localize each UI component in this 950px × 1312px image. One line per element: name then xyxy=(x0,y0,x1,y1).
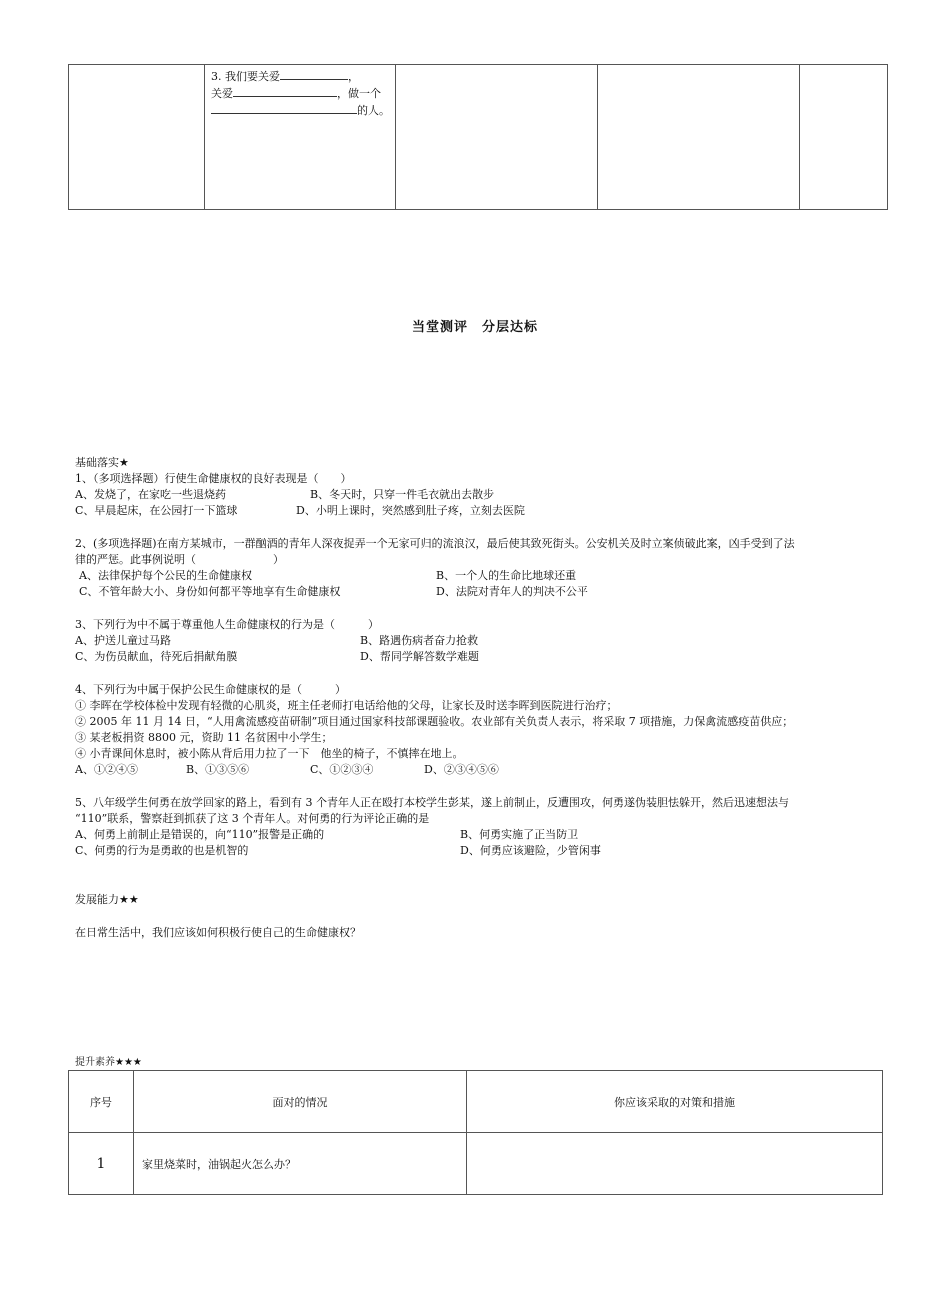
q2-stem-line-2: 律的严惩。此事例说明（ ） xyxy=(75,553,284,566)
top-table xyxy=(68,64,888,210)
q4-statement-3: ③ 某老板捐资 8800 元，资助 11 名贫困中小学生； xyxy=(75,731,333,744)
q1-option-d[interactable]: D、小明上课时，突然感到肚子疼，立刻去医院 xyxy=(296,504,525,517)
row-answer-field[interactable] xyxy=(467,1133,883,1195)
q4-option-b[interactable]: B、①③⑤⑥ xyxy=(186,763,250,776)
table-header-row xyxy=(69,1071,883,1133)
q3-option-d[interactable]: D、帮同学解答数学难题 xyxy=(360,650,479,663)
q4-statement-4: ④ 小青课间休息时，被小陈从背后用力拉了一下 他坐的椅子，不慎摔在地上。 xyxy=(75,747,464,760)
row-number: 1 xyxy=(69,1133,134,1195)
top-table-cell-1 xyxy=(69,65,205,210)
q4-statement-2: ② 2005 年 11 月 14 日，“人用禽流感疫苗研制”项目通过国家科技部课题验收。农业部有关负责人表示，将采取 7 项措施，力保禽流感疫苗供应； xyxy=(75,715,794,728)
q3-stem: 3、下列行为中不属于尊重他人生命健康权的行为是（ ） xyxy=(75,618,379,631)
develop-question: 在日常生活中，我们应该如何积极行使自己的生命健康权？ xyxy=(75,926,361,939)
fill-in-item-3: 3. 我们要关爱 ， 关爱 ，做一个 的人。 xyxy=(211,70,390,117)
q3-option-c[interactable]: C、为伤员献血，待死后捐献角膜 xyxy=(75,650,238,663)
header-measures: 你应该采取的对策和措施 xyxy=(467,1071,883,1133)
q1-option-a[interactable]: A、发烧了，在家吃一些退烧药 xyxy=(75,488,226,501)
q3-option-b[interactable]: B、路遇伤病者奋力抢救 xyxy=(360,634,479,647)
q4-option-c[interactable]: C、①②③④ xyxy=(310,763,374,776)
row-situation: 家里烧菜时，油锅起火怎么办？ xyxy=(134,1133,467,1195)
top-table-cell-4 xyxy=(598,65,800,210)
q1-option-b[interactable]: B、冬天时，只穿一件毛衣就出去散步 xyxy=(310,488,495,501)
section-title: 当堂测评 分层达标 xyxy=(411,320,538,335)
improve-heading: 提升素养★★★ xyxy=(75,1057,142,1068)
top-table-cell-3 xyxy=(396,65,598,210)
table-row xyxy=(69,1133,883,1195)
blank-line[interactable] xyxy=(280,68,348,80)
top-table-cell-2 xyxy=(205,65,396,210)
q2-option-b[interactable]: B、一个人的生命比地球还重 xyxy=(436,569,577,582)
q5-stem-line-2: “110”联系，警察赶到抓获了这 3 个青年人。对何勇的行为评论正确的是 xyxy=(75,812,430,825)
q2-option-c[interactable]: C、不管年龄大小、身份如何都平等地享有生命健康权 xyxy=(79,585,341,598)
header-number: 序号 xyxy=(69,1071,134,1133)
q5-option-a[interactable]: A、何勇上前制止是错误的，向“110”报警是正确的 xyxy=(75,828,325,841)
q5-option-d[interactable]: D、何勇应该避险，少管闲事 xyxy=(460,844,601,857)
q2-option-a[interactable]: A、法律保护每个公民的生命健康权 xyxy=(79,569,252,582)
q3-option-a[interactable]: A、护送儿童过马路 xyxy=(75,634,171,647)
basic-heading: 基础落实★ xyxy=(75,456,129,469)
top-table-cell-5 xyxy=(800,65,888,210)
q5-stem-line-1: 5、八年级学生何勇在放学回家的路上，看到有 3 个青年人正在殴打本校学生彭某，遂上前制止，反遭围攻，何勇遂伪装胆怯躲开，然后迅速想法与 xyxy=(75,796,789,809)
q4-option-a[interactable]: A、①②④⑤ xyxy=(75,763,138,776)
develop-heading: 发展能力★★ xyxy=(75,893,139,906)
q2-stem-line-1: 2、(多项选择题)在南方某城市，一群酗酒的青年人深夜捉弄一个无家可归的流浪汉，最后使其致死街头。公安机关及时立案侦破此案，凶手受到了法 xyxy=(75,537,795,550)
measures-table xyxy=(68,1070,883,1195)
blank-line[interactable] xyxy=(211,102,357,114)
blank-line[interactable] xyxy=(233,85,337,97)
header-situation: 面对的情况 xyxy=(134,1071,467,1133)
q1-stem: 1、（多项选择题）行使生命健康权的良好表现是（ ） xyxy=(75,472,352,485)
q5-option-b[interactable]: B、何勇实施了正当防卫 xyxy=(460,828,579,841)
q5-option-c[interactable]: C、何勇的行为是勇敢的也是机智的 xyxy=(75,844,249,857)
q4-option-d[interactable]: D、②③④⑤⑥ xyxy=(424,763,499,776)
q2-option-d[interactable]: D、法院对青年人的判决不公平 xyxy=(436,585,588,598)
q4-stem: 4、下列行为中属于保护公民生命健康权的是（ ） xyxy=(75,683,346,696)
q1-option-c[interactable]: C、早晨起床，在公园打一下篮球 xyxy=(75,504,238,517)
q4-statement-1: ① 李晖在学校体检中发现有轻微的心肌炎，班主任老师打电话给他的父母，让家长及时送李晖到医院进行治疗； xyxy=(75,699,618,712)
